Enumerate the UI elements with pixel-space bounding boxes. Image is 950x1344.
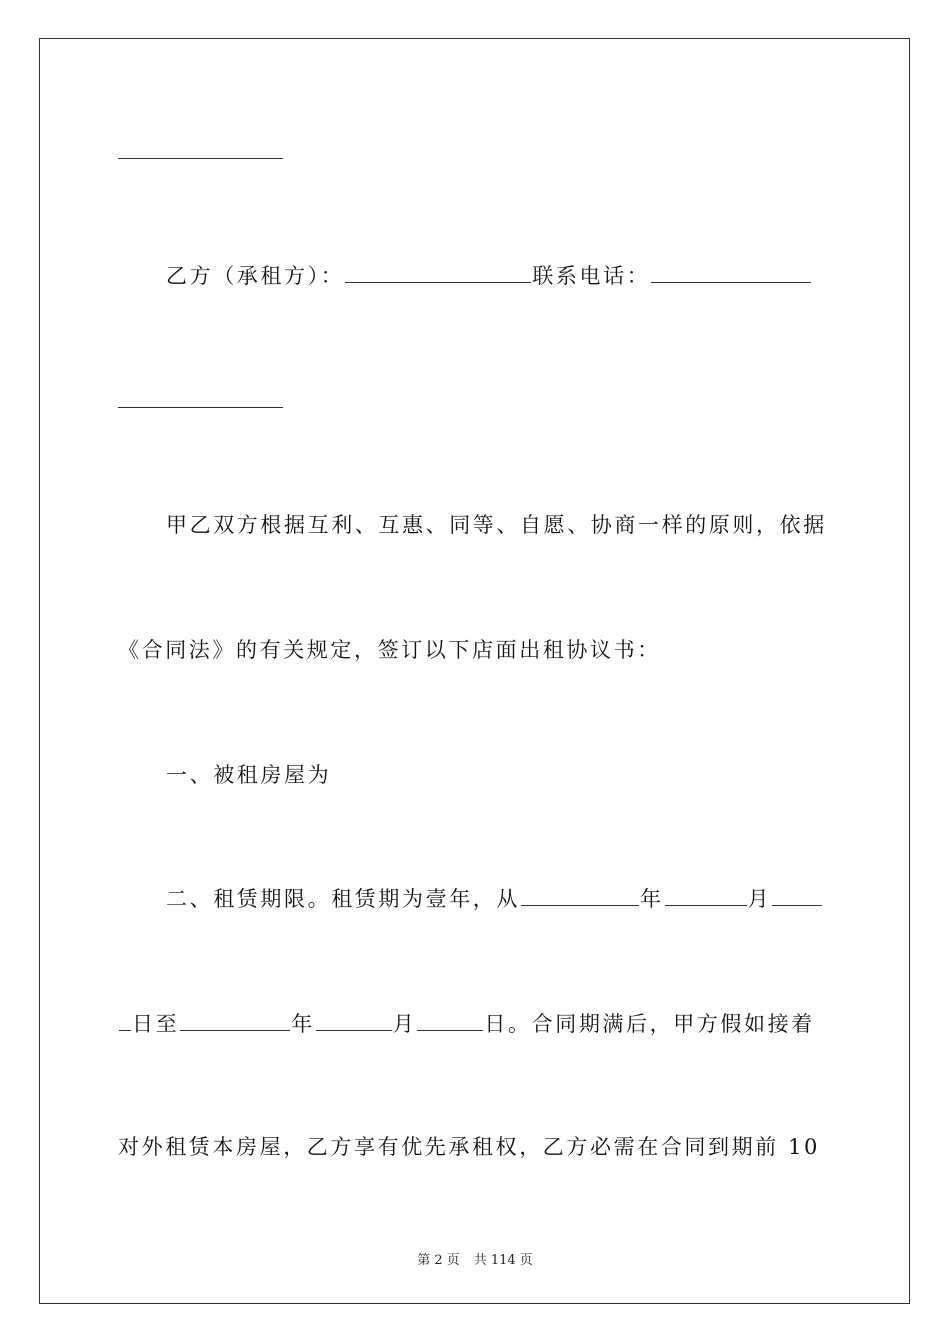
page-total: 共 114 页 [473, 1253, 533, 1268]
day-blank [772, 885, 822, 906]
day-blank-cont [119, 1010, 131, 1031]
paragraph-line: 对外租赁本房屋，乙方享有优先承租权，乙方必需在合同到期前 10 [118, 1135, 820, 1159]
month-label: 月 [747, 887, 772, 911]
page-footer [0, 1249, 950, 1268]
day-blank [417, 1010, 483, 1031]
page-number: 第 2 页 [417, 1253, 460, 1268]
clause-item-1: 一、被租房屋为 [166, 763, 332, 787]
party-b-extra-blank-line [118, 407, 283, 408]
month-blank [316, 1010, 392, 1031]
paragraph-line: 《合同法》的有关规定，签订以下店面出租协议书： [118, 638, 661, 662]
clause-text: 二、租赁期限。租赁期为壹年，从 [166, 887, 520, 911]
paragraph-line: 甲乙双方根据互利、互惠、同等、自愿、协商一样的原则，依据 [166, 513, 827, 537]
month-blank [665, 885, 747, 906]
phone-blank [651, 262, 811, 283]
year-label: 年 [291, 1012, 315, 1036]
page-border [39, 38, 910, 1304]
signature-blank-line [118, 158, 283, 159]
day-to-label: 日至 [132, 1012, 180, 1036]
party-b-label: 乙方（承租方）： [166, 264, 345, 288]
year-blank [180, 1010, 290, 1031]
year-label: 年 [640, 887, 664, 911]
month-label: 月 [392, 1012, 417, 1036]
phone-label: 联系电话： [532, 264, 651, 288]
party-b-line [118, 262, 881, 290]
clause-item-2 [118, 885, 881, 913]
clause-text: 日。合同期满后，甲方假如接着 [484, 1012, 815, 1036]
clause-item-2-cont [118, 1010, 833, 1038]
year-blank [521, 885, 639, 906]
party-b-blank [345, 262, 531, 283]
